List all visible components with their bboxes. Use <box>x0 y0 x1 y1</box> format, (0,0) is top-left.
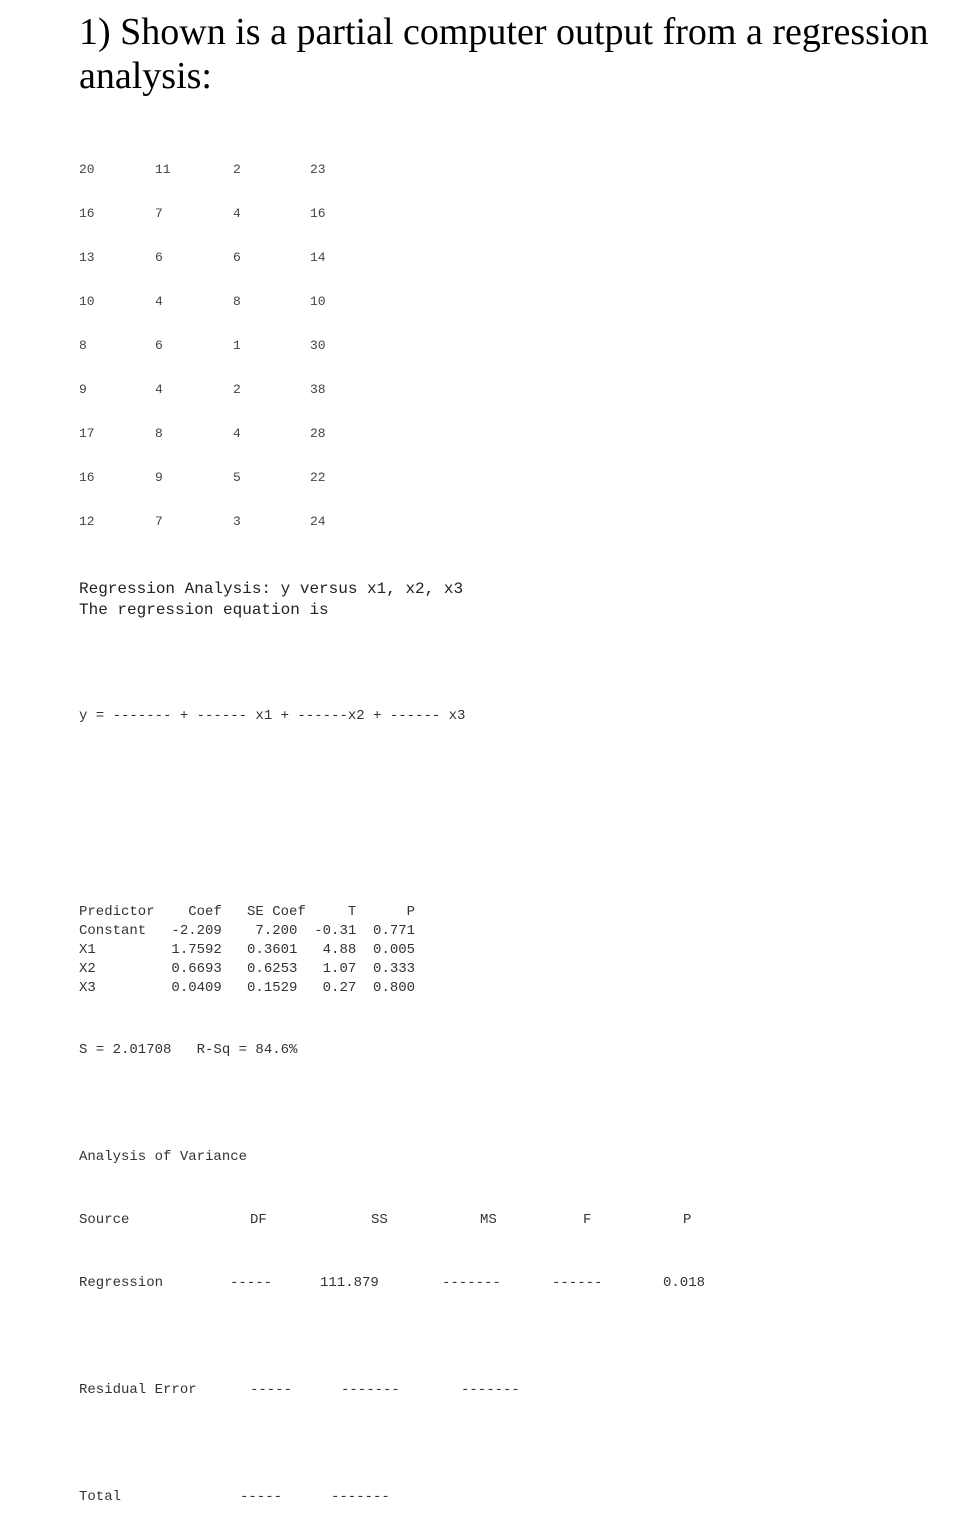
data-cell: 24 <box>310 514 326 529</box>
data-cell: 38 <box>310 382 326 397</box>
anova-header-f: F <box>583 1212 592 1228</box>
fit-statistics: S = 2.01708 R-Sq = 84.6% <box>79 1042 298 1058</box>
anova-heading: Analysis of Variance <box>79 1149 248 1165</box>
anova-f-blank: ------ <box>552 1275 603 1291</box>
data-cell: 4 <box>233 206 241 221</box>
data-cell: 22 <box>310 470 326 485</box>
data-cell: 17 <box>79 426 95 441</box>
table-row: X2 0.6693 0.6253 1.07 0.333 <box>79 961 416 977</box>
data-cell: 4 <box>233 426 241 441</box>
data-cell: 8 <box>155 426 163 441</box>
anova-header-p: P <box>683 1212 692 1228</box>
data-cell: 6 <box>233 250 241 265</box>
data-cell: 3 <box>233 514 241 529</box>
anova-ss: 111.879 <box>320 1275 379 1291</box>
data-cell: 1 <box>233 338 241 353</box>
data-cell: 14 <box>310 250 326 265</box>
coef-table-header: Predictor Coef SE Coef T P <box>79 904 416 920</box>
data-cell: 16 <box>79 470 95 485</box>
data-cell: 6 <box>155 250 163 265</box>
data-cell: 4 <box>155 294 163 309</box>
anova-ss-blank: ------- <box>331 1489 390 1505</box>
data-cell: 23 <box>310 162 326 177</box>
data-cell: 20 <box>79 162 95 177</box>
question-title: 1) Shown is a partial computer output from a regression analysis: <box>79 11 929 97</box>
data-cell: 13 <box>79 250 95 265</box>
anova-header-ms: MS <box>480 1212 497 1228</box>
data-cell: 8 <box>79 338 87 353</box>
data-cell: 6 <box>155 338 163 353</box>
data-cell: 7 <box>155 514 163 529</box>
anova-df-blank: ----- <box>250 1382 293 1398</box>
data-cell: 12 <box>79 514 95 529</box>
anova-source: Residual Error <box>79 1382 197 1398</box>
data-cell: 9 <box>79 382 87 397</box>
data-cell: 11 <box>155 162 171 177</box>
data-cell: 2 <box>233 162 241 177</box>
table-row: X1 1.7592 0.3601 4.88 0.005 <box>79 942 416 958</box>
regression-heading: Regression Analysis: y versus x1, x2, x3 <box>79 580 464 598</box>
data-cell: 28 <box>310 426 326 441</box>
data-cell: 2 <box>233 382 241 397</box>
anova-header-source: Source <box>79 1212 130 1228</box>
data-cell: 30 <box>310 338 326 353</box>
regression-equation: y = ------- + ------ x1 + ------x2 + ------ x3 <box>79 708 466 724</box>
anova-ms-blank: ------- <box>461 1382 520 1398</box>
anova-source: Regression <box>79 1275 164 1291</box>
data-cell: 5 <box>233 470 241 485</box>
anova-df-blank: ----- <box>240 1489 283 1505</box>
anova-p: 0.018 <box>663 1275 706 1291</box>
data-cell: 7 <box>155 206 163 221</box>
data-cell: 8 <box>233 294 241 309</box>
anova-ms-blank: ------- <box>442 1275 501 1291</box>
anova-header-df: DF <box>250 1212 267 1228</box>
data-cell: 10 <box>79 294 95 309</box>
data-cell: 16 <box>310 206 326 221</box>
data-cell: 16 <box>79 206 95 221</box>
data-cell: 9 <box>155 470 163 485</box>
table-row: X3 0.0409 0.1529 0.27 0.800 <box>79 980 416 996</box>
anova-ss-blank: ------- <box>341 1382 400 1398</box>
anova-source: Total <box>79 1489 122 1505</box>
equation-intro: The regression equation is <box>79 601 329 619</box>
anova-header-ss: SS <box>371 1212 388 1228</box>
table-row: Constant -2.209 7.200 -0.31 0.771 <box>79 923 416 939</box>
anova-df-blank: ----- <box>230 1275 273 1291</box>
data-cell: 4 <box>155 382 163 397</box>
data-cell: 10 <box>310 294 326 309</box>
